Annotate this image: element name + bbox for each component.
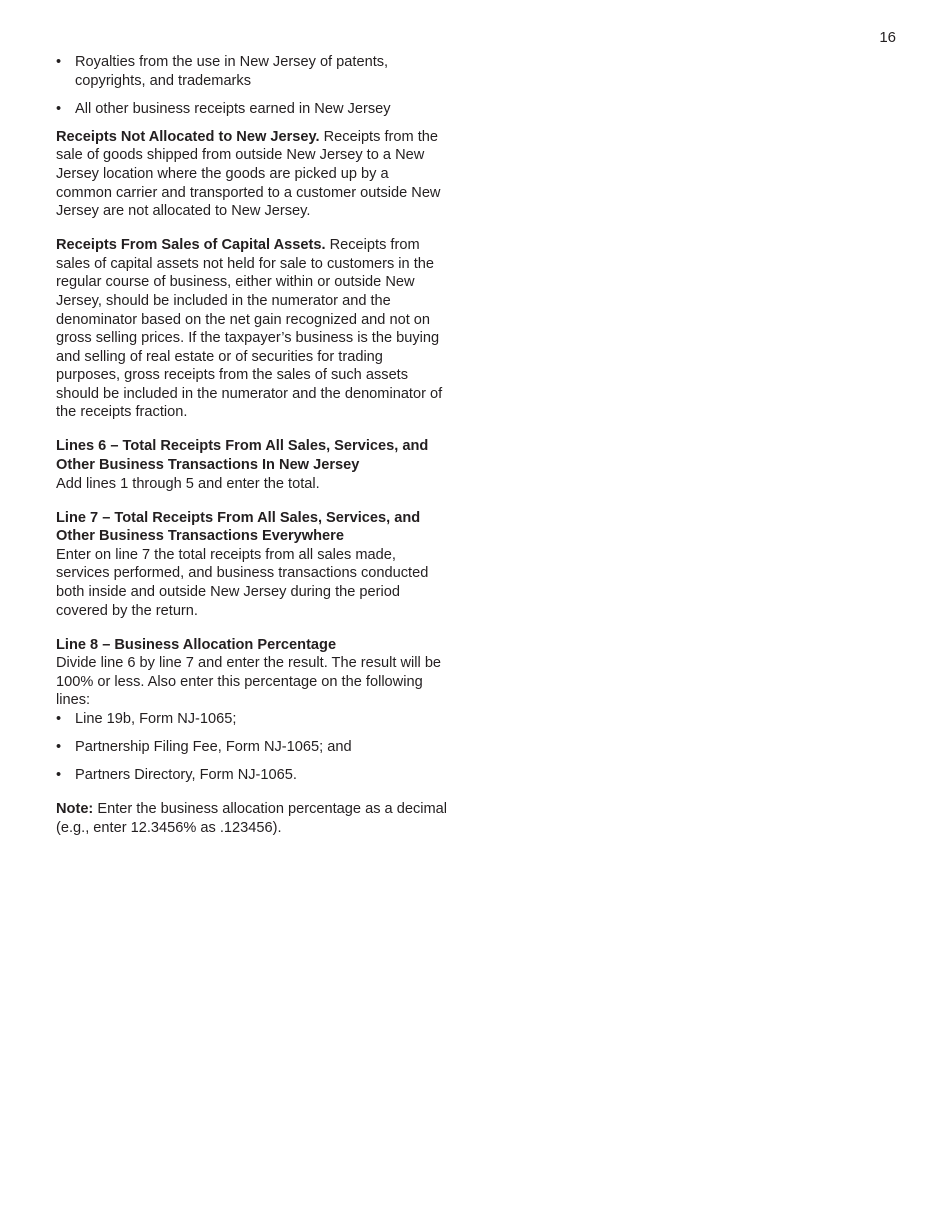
capital-assets-heading: Receipts From Sales of Capital Assets. — [56, 237, 326, 254]
line6-body: Add lines 1 through 5 and enter the total. — [56, 475, 320, 492]
list-item: • All other business receipts earned in New Jersey — [56, 100, 391, 117]
page-number: 16 — [879, 29, 896, 46]
line7-body: Enter on line 7 the total receipts from all sales made, services performed, and business transactions conducted both inside and outside New Jersey during the period covered by the return. — [56, 546, 429, 619]
bullet-icon: • — [56, 710, 62, 727]
line8-heading: Line 8 – Business Allocation Percentage — [56, 636, 337, 653]
capital-assets-paragraph — [56, 236, 448, 422]
list-item: • Line 19b, Form NJ-1065; — [56, 710, 237, 727]
bullet-icon: • — [56, 738, 62, 755]
capital-assets-body: Receipts from sales of capital assets not held for sale to customers in the regular course of business, either within or outside New Jersey, should be included in the numerator and the denominator based on the net gain recognized and not on gross selling prices. If the taxpayer’s business is the buying and selling of real estate or of securities for trading purposes, gross receipts from the sales of such assets should be included in the numerator and the denominator of the receipts fraction. — [56, 237, 443, 421]
line6-heading: Lines 6 – Total Receipts From All Sales, Services, and Other Business Transactions In New Jersey — [56, 438, 429, 474]
bullet-list-receipts — [56, 53, 448, 118]
list-item: • Partners Directory, Form NJ-1065. — [56, 766, 297, 783]
line8-section — [56, 636, 448, 710]
list-item: • Partnership Filing Fee, Form NJ-1065; and — [56, 738, 352, 755]
bullet-list-line8 — [56, 710, 448, 785]
line8-body: Divide line 6 by line 7 and enter the result. The result will be 100% or less. Also enter this percentage on the following lines: — [56, 655, 442, 709]
bullet-icon: • — [56, 766, 62, 783]
line7-section — [56, 509, 448, 621]
receipts-not-allocated-heading: Receipts Not Allocated to New Jersey. — [56, 128, 320, 145]
bullet-icon: • — [56, 100, 62, 117]
bullet-icon: • — [56, 54, 62, 70]
line6-section — [56, 437, 448, 493]
list-item: • Royalties from the use in New Jersey of patents, copyrights, and trademarks — [56, 54, 389, 89]
line7-heading: Line 7 – Total Receipts From All Sales, Services, and Other Business Transactions Everywhere — [56, 509, 421, 545]
note-label: Note: — [56, 800, 94, 817]
note-paragraph — [56, 800, 448, 837]
text-column — [56, 53, 448, 837]
receipts-not-allocated-paragraph — [56, 128, 448, 221]
receipts-not-allocated-body: Receipts from the sale of goods shipped from outside New Jersey to a New Jersey location where the goods are picked up by a common carrier and transported to a customer outside New Jersey are not allocated to New Jersey. — [56, 128, 441, 220]
note-body: Enter the business allocation percentage as a decimal (e.g., enter 12.3456% as .123456). — [56, 800, 448, 836]
